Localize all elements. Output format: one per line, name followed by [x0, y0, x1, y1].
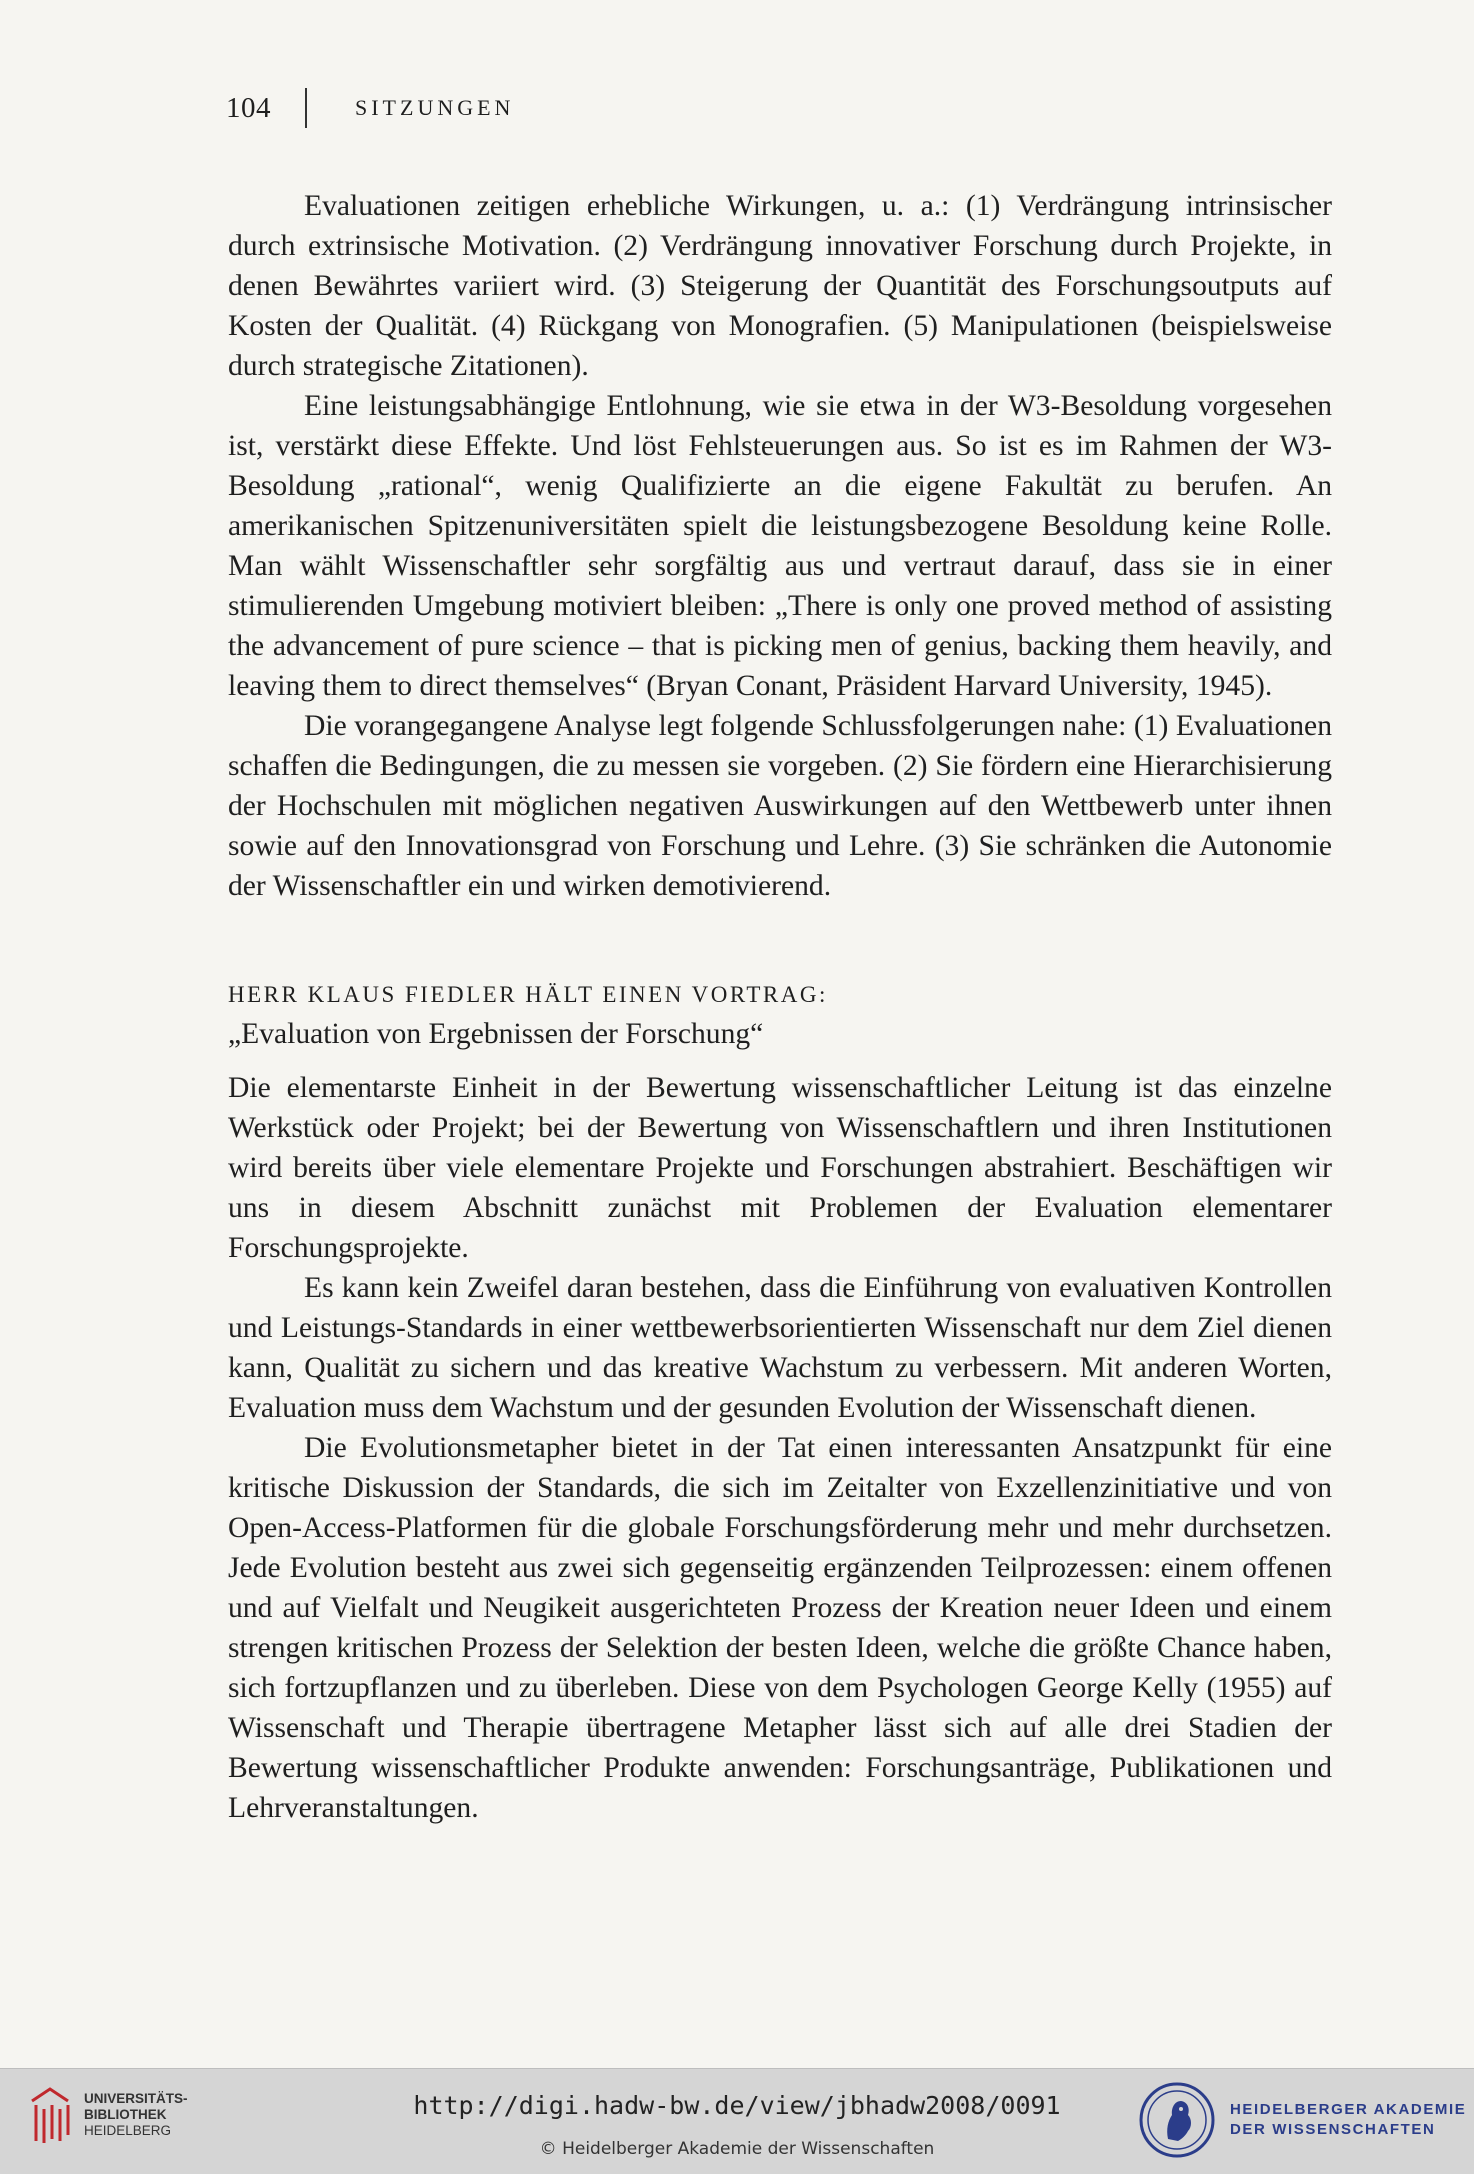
paragraph: Evaluationen zeitigen erhebliche Wirkungen, u. a.: (1) Verdrängung intrinsischer durch extrinsische Motivation. (2) Verdrängung innovativer Forschung durch Projekte, in denen Bewährtes variiert wird. (3) Steigerung der Quantität des Forschungsoutputs auf Kosten der Qualität. (4) Rückgang von Monografien. (5) Manipulationen (beispielsweise durch strategische Zitationen). [228, 190, 1332, 382]
paragraph: Es kann kein Zweifel daran bestehen, dass die Einführung von evaluativen Kontrollen und Leistungs-Standards in einer wettbewerbsorientierten Wissenschaft nur dem Ziel dienen kann, Qualität zu sichern und das kreative Wachstum zu verbessern. Mit anderen Worten, Evaluation muss dem Wachstum und der gesunden Evolution der Wissenschaft dienen. [228, 1272, 1332, 1424]
ub-name-line1: UNIVERSITÄTS- [84, 2091, 188, 2106]
page-number: 104 [226, 91, 271, 124]
paragraph: Die vorangegangene Analyse legt folgende Schlussfolgerungen nahe: (1) Evaluationen schaffen die Bedingungen, die zu messen sie vorgeben. (2) Sie fördern eine Hierarchisierung der Hochschulen mit möglichen negativen Auswirkungen auf den Wettbewerb unter ihnen sowie auf den Innovationsgrad von Forschung und Lehre. (3) Sie schränken die Autonomie der Wissenschaftler ein und wirken demotivierend. [228, 710, 1332, 902]
section-speaker: HERR KLAUS FIEDLER HÄLT EINEN VORTRAG: [228, 982, 828, 1007]
permalink-url[interactable]: http://digi.hadw-bw.de/view/jbhadw2008/0091 [413, 2091, 1061, 2120]
academy-seal-icon [1138, 2081, 1216, 2159]
hadw-name-line1: HEIDELBERGER AKADEMIE [1230, 2101, 1467, 2118]
footer-bar [0, 2068, 1474, 2174]
body-text [228, 186, 1332, 1828]
header-rule [305, 88, 307, 128]
hadw-name-line2: DER WISSENSCHAFTEN [1230, 2121, 1436, 2138]
paragraph: Die elementarste Einheit in der Bewertung wissenschaftlicher Leitung ist das einzelne Werkstück oder Projekt; bei der Bewertung von Wissenschaftlern und ihren Institutionen wird bereits über viele elementare Projekte und Forschungen abstrahiert. Beschäftigen wir uns in diesem Abschnitt zunächst mit Problemen der Evaluation elementarer Forschungsprojekte. [228, 1072, 1332, 1264]
section-gap [228, 906, 1332, 976]
talk-title: „Evaluation von Ergebnissen der Forschung“ [228, 1018, 764, 1050]
running-head [226, 88, 514, 128]
running-title: SITZUNGEN [355, 95, 515, 120]
hadw-logo[interactable] [1138, 2081, 1466, 2159]
paragraph: Eine leistungsabhängige Entlohnung, wie sie etwa in der W3-Besoldung vorgesehen ist, verstärkt diese Effekte. Und löst Fehlsteuerungen aus. So ist es im Rahmen der W3-Besoldung „rational“, wenig Qualifizierte an die eigene Fakultät zu berufen. An amerikanischen Spitzenuniversitäten spielt die leistungsbezogene Besoldung keine Rolle. Man wählt Wissenschaftler sehr sorgfältig aus und vertraut darauf, dass sie in einer stimulierenden Umgebung motiviert bleiben: „There is only one proved method of assisting the advancement of pure science – that is picking men of genius, backing them heavily, and leaving them to direct themselves“ (Bryan Conant, Präsident Harvard University, 1945). [228, 390, 1332, 702]
paragraph: Die Evolutionsmetapher bietet in der Tat einen interessanten Ansatzpunkt für eine kritische Diskussion der Standards, die sich im Zeitalter von Exzellenzinitiative und von Open-Access-Platformen für die globale Forschungsförderung mehr und mehr durchsetzen. Jede Evolution besteht aus zwei sich gegenseitig ergänzenden Teilprozessen: einem offenen und auf Vielfalt und Neugikeit ausgerichteten Prozess der Kreation neuer Ideen und einem strengen kritischen Prozess der Selektion der besten Ideen, welche die größte Chance haben, sich fortzupflanzen und zu überleben. Diese von dem Psychologen George Kelly (1955) auf Wissenschaft und Therapie übertragene Metapher lässt sich auf alle drei Stadien der Bewertung wissenschaftlicher Produkte anwenden: Forschungsanträge, Publikationen und Lehrveranstaltungen. [228, 1432, 1332, 1824]
copyright-notice: © Heidelberger Akademie der Wissenschaften [539, 2139, 935, 2159]
ub-name-line3: HEIDELBERG [84, 2123, 172, 2138]
ub-name-line2: BIBLIOTHEK [84, 2107, 167, 2122]
